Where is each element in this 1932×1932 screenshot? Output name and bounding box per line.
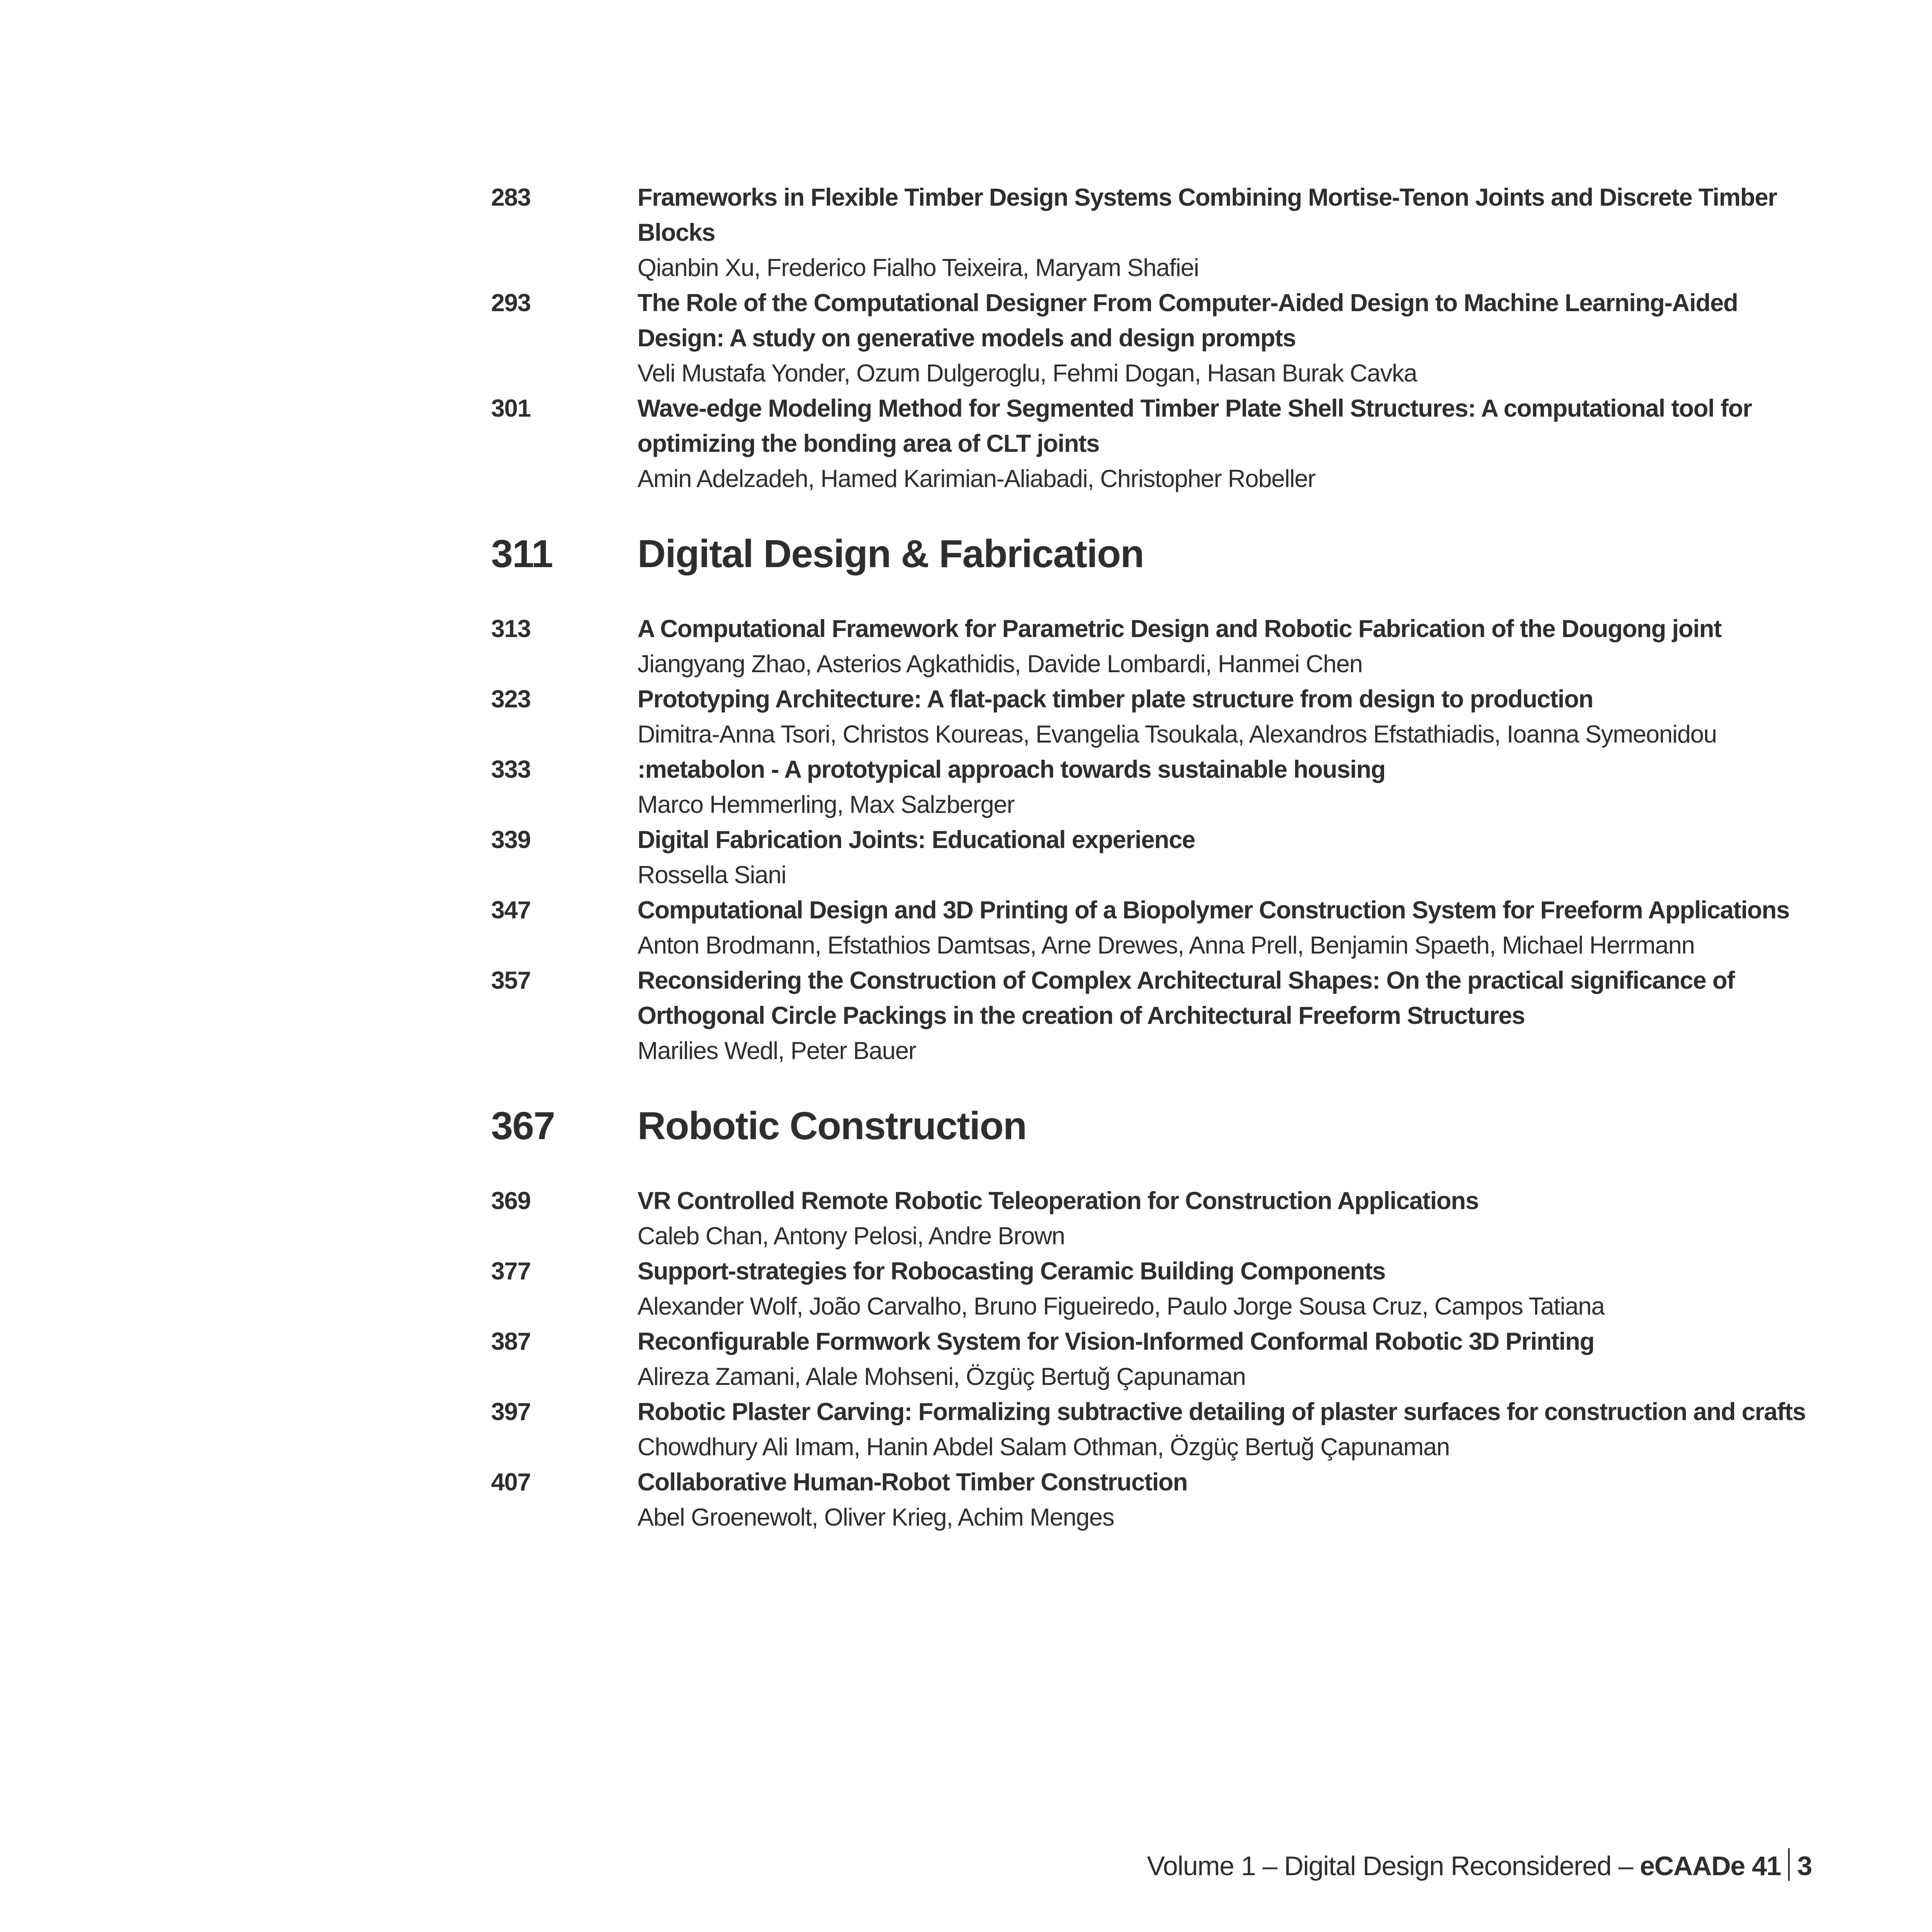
- footer-volume-title: Volume 1 – Digital Design Reconsidered –: [1147, 1851, 1633, 1881]
- entry-body: [637, 1324, 1824, 1394]
- toc-entry: [491, 1254, 1824, 1324]
- entry-body: [637, 611, 1824, 682]
- entry-title: Reconsidering the Construction of Complex Architectural Shapes: On the practical significance of Orthogonal Circle Packings in the creation of Architectural Freeform Structures: [637, 967, 1735, 1029]
- toc-entry: [491, 611, 1824, 682]
- entry-title: Collaborative Human-Robot Timber Construction: [637, 1468, 1187, 1496]
- toc-entry: [491, 893, 1824, 963]
- entry-title: Computational Design and 3D Printing of a Biopolymer Construction System for Freeform Applications: [637, 896, 1790, 924]
- entry-page-number: 397: [491, 1398, 531, 1425]
- entry-authors: Amin Adelzadeh, Hamed Karimian-Aliabadi, Christopher Robeller: [637, 465, 1315, 492]
- toc-entry: [491, 285, 1824, 391]
- entry-body: [637, 682, 1824, 752]
- entry-page-number: 313: [491, 615, 531, 642]
- entry-page-number: 387: [491, 1328, 531, 1355]
- entry-title: VR Controlled Remote Robotic Teleoperation for Construction Applications: [637, 1187, 1479, 1214]
- toc-entry: [491, 1465, 1824, 1535]
- section-title: Robotic Construction: [637, 1104, 1027, 1148]
- entry-title: Robotic Plaster Carving: Formalizing subtractive detailing of plaster surfaces for construction and crafts: [637, 1398, 1806, 1425]
- entry-page-number: 377: [491, 1257, 531, 1285]
- entry-authors: Abel Groenewolt, Oliver Krieg, Achim Menges: [637, 1503, 1114, 1531]
- entry-title: Digital Fabrication Joints: Educational experience: [637, 826, 1195, 853]
- section-heading: [491, 496, 1824, 611]
- table-of-contents: [491, 180, 1824, 1535]
- entry-body: [637, 1183, 1824, 1254]
- entry-title: Reconfigurable Formwork System for Vision-Informed Conformal Robotic 3D Printing: [637, 1328, 1594, 1355]
- section-heading: [491, 1068, 1824, 1183]
- page-footer: [1147, 1848, 1812, 1881]
- entry-page-number: 293: [491, 289, 531, 316]
- entry-authors: Caleb Chan, Antony Pelosi, Andre Brown: [637, 1222, 1065, 1250]
- section-title: Digital Design & Fabrication: [637, 532, 1144, 576]
- entry-authors: Marilies Wedl, Peter Bauer: [637, 1037, 916, 1064]
- entry-body: [637, 963, 1824, 1068]
- entry-title: Frameworks in Flexible Timber Design Systems Combining Mortise-Tenon Joints and Discrete Timber Blocks: [637, 184, 1777, 246]
- entry-title: The Role of the Computational Designer From Computer-Aided Design to Machine Learning-Aided Design: A study on generative models and design prompts: [637, 289, 1738, 352]
- toc-entry: [491, 752, 1824, 822]
- toc-entry: [491, 1324, 1824, 1394]
- entry-page-number: 347: [491, 896, 531, 924]
- entry-body: [637, 752, 1824, 822]
- entry-authors: Dimitra-Anna Tsori, Christos Koureas, Evangelia Tsoukala, Alexandros Efstathiadis, Ioanna Symeonidou: [637, 720, 1717, 748]
- entry-page-number: 357: [491, 967, 531, 994]
- toc-entry: [491, 180, 1824, 285]
- entry-page-number: 301: [491, 395, 531, 422]
- entry-page-number: 323: [491, 685, 531, 713]
- entry-page-number: 407: [491, 1468, 531, 1496]
- entry-title: :metabolon - A prototypical approach towards sustainable housing: [637, 756, 1385, 783]
- entry-title: Support-strategies for Robocasting Ceramic Building Components: [637, 1257, 1386, 1285]
- entry-authors: Anton Brodmann, Efstathios Damtsas, Arne Drewes, Anna Prell, Benjamin Spaeth, Michael Herrmann: [637, 931, 1695, 959]
- entry-page-number: 333: [491, 756, 531, 783]
- entry-title: Wave-edge Modeling Method for Segmented Timber Plate Shell Structures: A computational tool for optimizing the bonding area of CLT joints: [637, 395, 1752, 457]
- footer-separator: [1788, 1848, 1790, 1881]
- entry-body: [637, 1465, 1824, 1535]
- entry-page-number: 283: [491, 184, 531, 211]
- entry-title: A Computational Framework for Parametric Design and Robotic Fabrication of the Dougong joint: [637, 615, 1721, 642]
- entry-body: [637, 893, 1824, 963]
- entry-authors: Alireza Zamani, Alale Mohseni, Özgüç Bertuğ Çapunaman: [637, 1363, 1246, 1390]
- entry-authors: Marco Hemmerling, Max Salzberger: [637, 791, 1014, 818]
- entry-authors: Rossella Siani: [637, 861, 786, 889]
- entry-body: [637, 1394, 1824, 1465]
- entry-authors: Alexander Wolf, João Carvalho, Bruno Figueiredo, Paulo Jorge Sousa Cruz, Campos Tatiana: [637, 1292, 1604, 1320]
- footer-conference: eCAADe 41: [1640, 1851, 1781, 1881]
- footer-page-number: 3: [1797, 1851, 1812, 1881]
- entry-authors: Qianbin Xu, Frederico Fialho Teixeira, Maryam Shafiei: [637, 254, 1199, 281]
- entry-body: [637, 391, 1824, 496]
- entry-page-number: 369: [491, 1187, 531, 1214]
- entry-authors: Chowdhury Ali Imam, Hanin Abdel Salam Othman, Özgüç Bertuğ Çapunaman: [637, 1433, 1450, 1461]
- toc-entry: [491, 391, 1824, 496]
- entry-body: [637, 180, 1824, 285]
- toc-entry: [491, 682, 1824, 752]
- toc-entry: [491, 822, 1824, 893]
- toc-entry: [491, 1183, 1824, 1254]
- entry-authors: Jiangyang Zhao, Asterios Agkathidis, Davide Lombardi, Hanmei Chen: [637, 650, 1363, 678]
- entry-authors: Veli Mustafa Yonder, Ozum Dulgeroglu, Fehmi Dogan, Hasan Burak Cavka: [637, 359, 1417, 387]
- entry-body: [637, 822, 1824, 893]
- entry-title: Prototyping Architecture: A flat-pack timber plate structure from design to production: [637, 685, 1593, 713]
- section-page-number: 367: [491, 1104, 555, 1148]
- toc-entry: [491, 1394, 1824, 1465]
- toc-entry: [491, 963, 1824, 1068]
- entry-body: [637, 285, 1824, 391]
- section-page-number: 311: [491, 532, 553, 576]
- entry-page-number: 339: [491, 826, 531, 853]
- entry-body: [637, 1254, 1824, 1324]
